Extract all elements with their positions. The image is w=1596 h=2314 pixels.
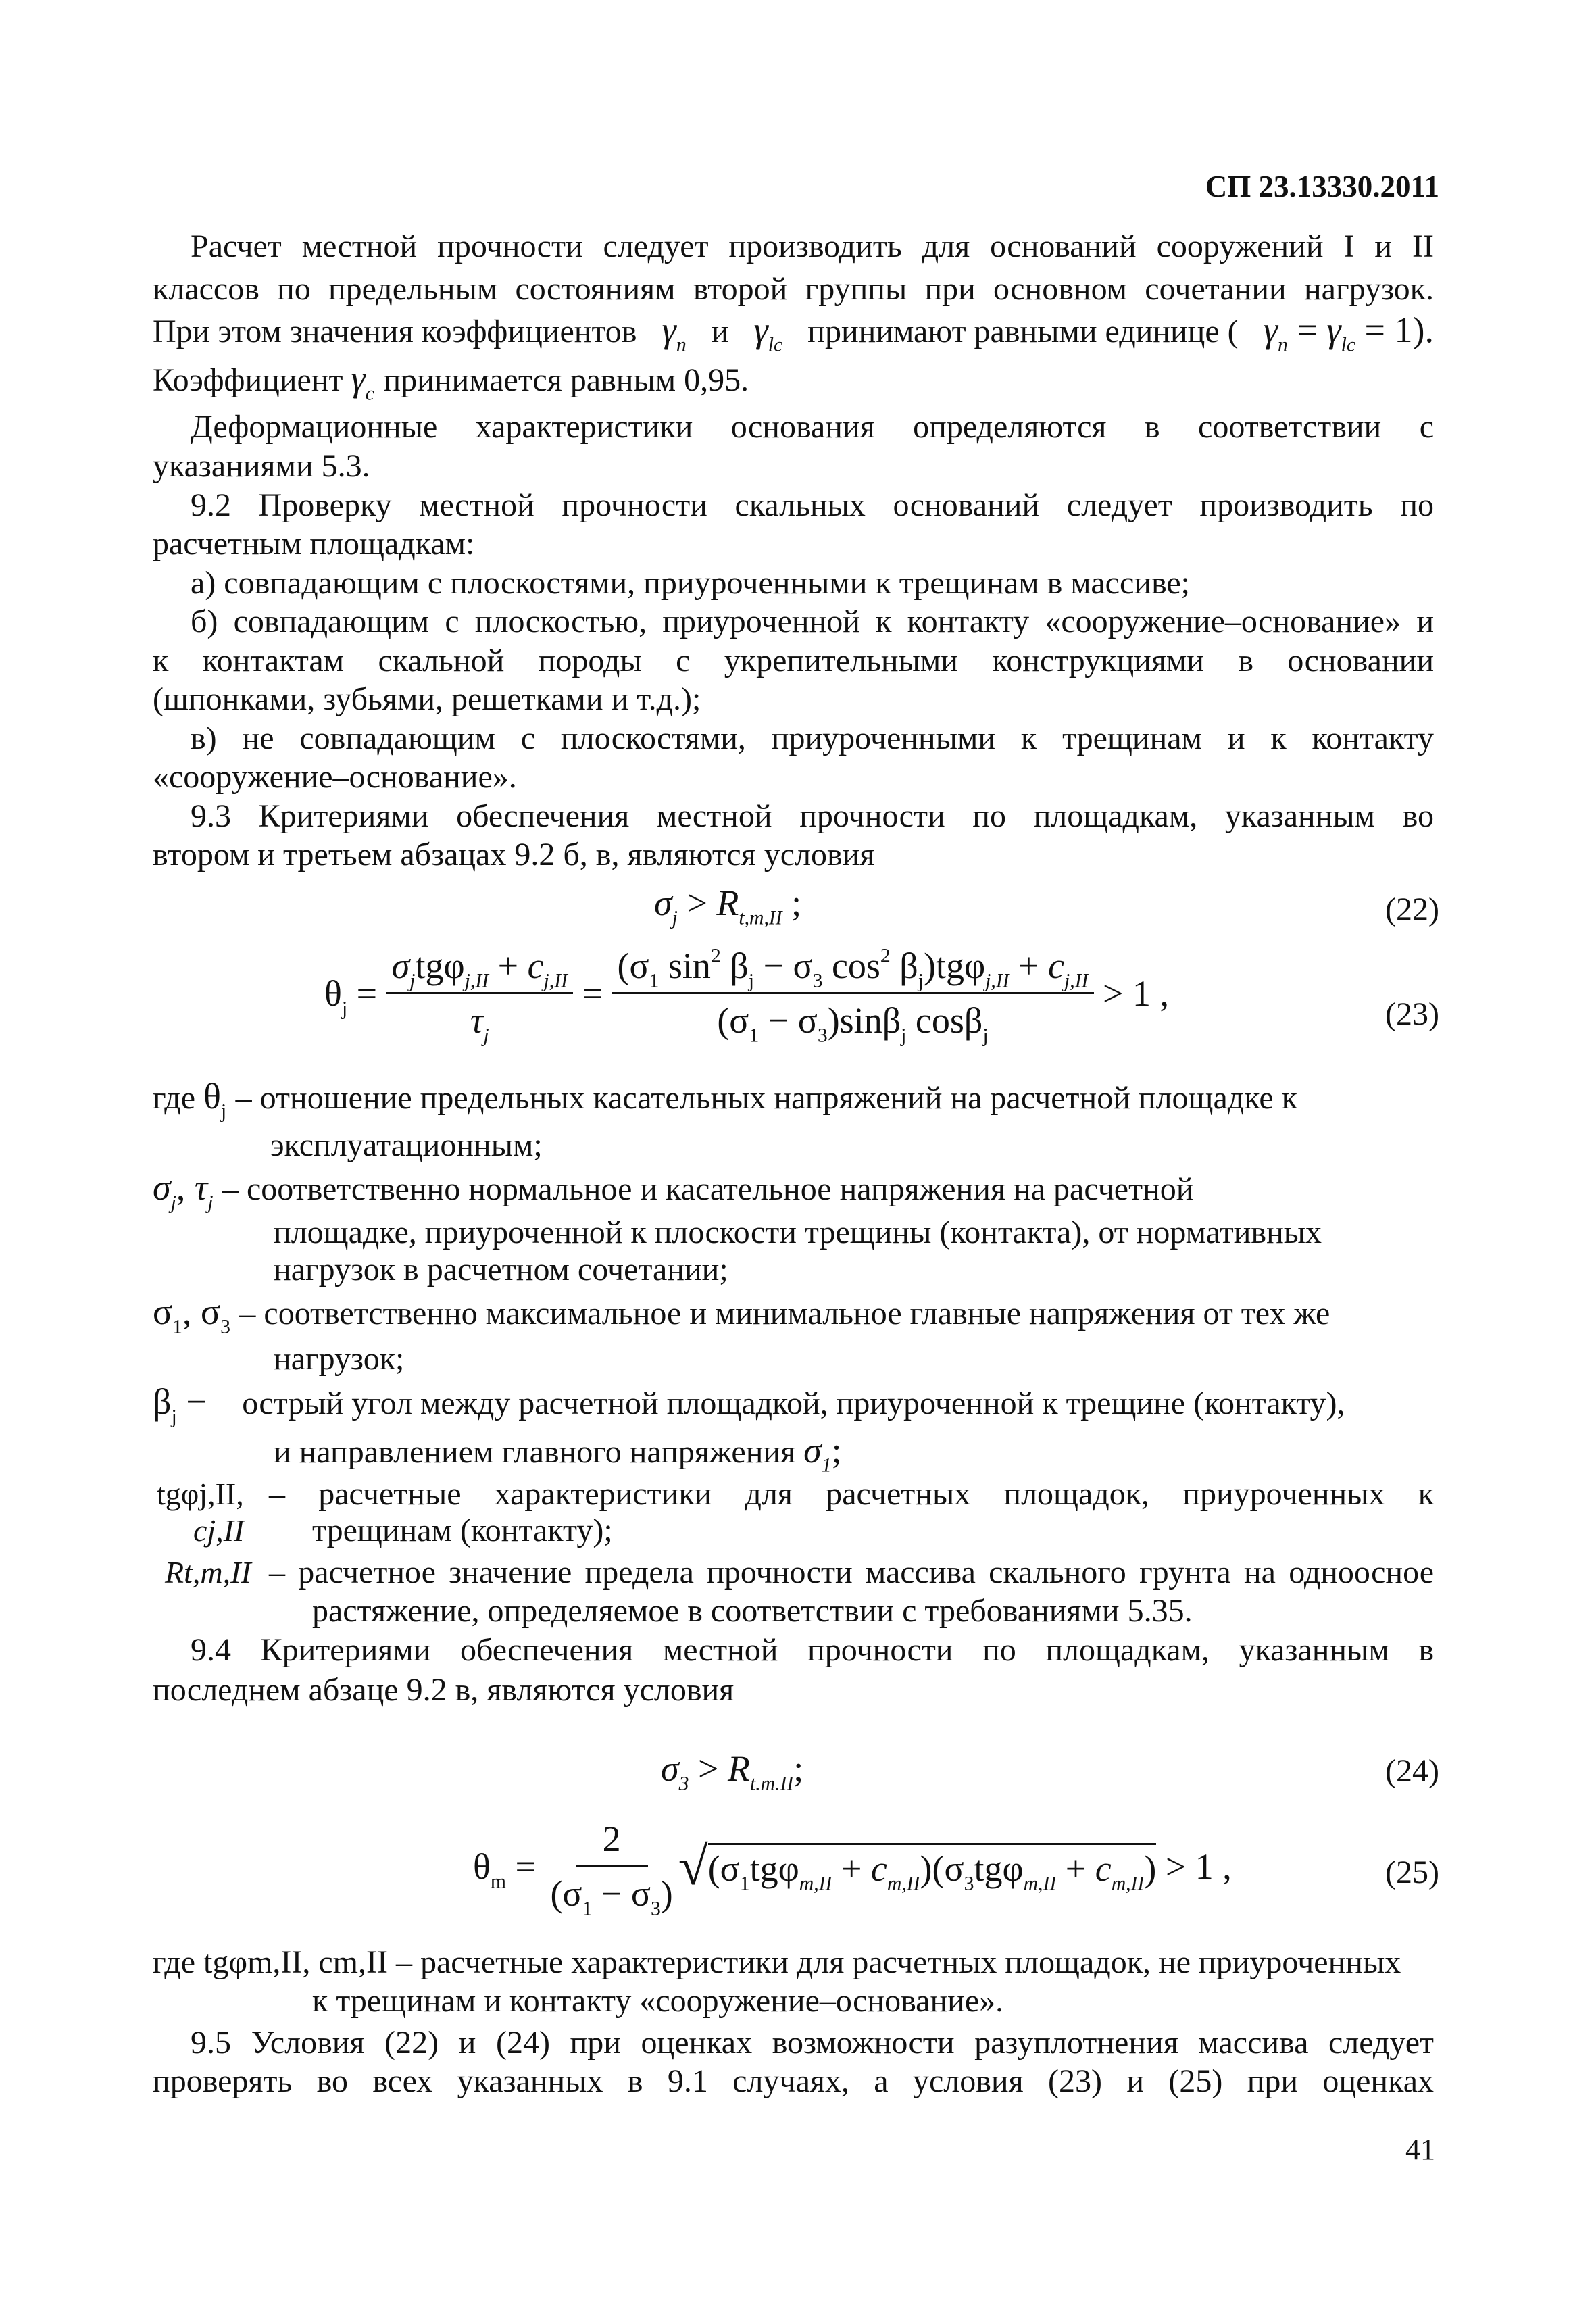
s92-item-v-2: «сооружение–основание». — [153, 759, 517, 795]
def-beta-text: острый угол между расчетной площадкой, приуроченной к трещине (контакту), — [242, 1385, 1345, 1421]
def-theta-text: – отношение предельных касательных напряжений на расчетной площадке к — [235, 1080, 1297, 1116]
def-s13-line-2: нагрузок; — [274, 1341, 405, 1377]
s92-item-a: а) совпадающим с плоскостями, приуроченными к трещинам в массиве; — [191, 565, 1190, 601]
def-r-line-2: растяжение, определяемое в соответствии с требованиями 5.35. — [312, 1593, 1193, 1629]
def-tg-line-1: – расчетные характеристики для расчетных площадок, приуроченных к — [269, 1476, 1434, 1512]
def-theta-line-1 — [153, 1076, 1297, 1123]
s94-line-1: 9.4 Критериями обеспечения местной прочности по площадкам, указанным в — [191, 1632, 1434, 1668]
s92-line-1: 9.2 Проверку местной прочности скальных оснований следует производить по — [191, 487, 1434, 523]
intro-line-2: классов по предельным состояниям второй группы при основном сочетании нагрузок. — [153, 271, 1434, 307]
def-tg-line-2: трещинам (контакту); — [312, 1512, 613, 1548]
intro-line-5: Деформационные характеристики основания определяются в соответствии с — [191, 409, 1434, 445]
gamma-c-symbol: $\gamma_c$ — [351, 358, 374, 405]
intro-line-4b: принимается равным 0,95. — [383, 362, 749, 398]
def-s13-text: – соответственно максимальное и минимальное главные напряжения от тех же — [239, 1296, 1330, 1331]
equation-25: $\theta_m$ = $\frac{2}{(\sigma_1 - \sigma_3)}$ √ $(\sigma_1tg\varphi_{m,II} + c_{m,II})(\sigma_3tg\varphi_{m,II} + c_{m,II})$ > 1 , — [473, 1819, 1232, 1920]
document-code: СП 23.13330.2011 — [1205, 170, 1439, 203]
after25-line-1: где tgφm,II, cm,II – расчетные характеристики для расчетных площадок, не приуроченных — [153, 1944, 1401, 1980]
intro-line-3c: принимают равными единице ( — [807, 314, 1239, 349]
equation-number-22: (22) — [1385, 891, 1439, 927]
s94-line-2: последнем абзаце 9.2 в, являются условия — [153, 1672, 734, 1708]
def-sigma-text: – соответственно нормальное и касательное напряжения на расчетной — [222, 1171, 1194, 1207]
gamma-lc-symbol: $\gamma_{lc}$ — [753, 310, 783, 356]
s92-item-v-1: в) не совпадающим с плоскостями, приуроченными к трещинам и к контакту — [191, 720, 1434, 756]
def-beta-text-2: и направлением главного напряжения — [274, 1434, 796, 1470]
r-symbol: Rt,m,II — [165, 1555, 251, 1590]
equation-22: $\sigma_j > R_{t,m,II}$ ; — [654, 883, 802, 929]
beta-j-symbol: $\beta_j$ − — [153, 1381, 234, 1428]
def-beta-line-2 — [274, 1430, 842, 1477]
intro-line-3b: и — [711, 314, 729, 349]
s93-line-2: втором и третьем абзацах 9.2 б, в, являются условия — [153, 837, 875, 872]
tg-symbol: tgφj,II, — [157, 1477, 244, 1511]
s93-line-1: 9.3 Критериями обеспечения местной прочности по площадкам, указанным во — [191, 798, 1434, 834]
equation-23: $\theta_j$ = $\frac{\sigma_jtg\varphi_{j,II} + c_{j,II}}{\tau_j}$ = $\frac{(\sigma_1 \sin^2 \beta_j - \sigma_3 \cos^2 \beta_j)tg\varphi_{j,II} + c_{j,II}}{(\sigma_1 - \sigma_3)\sin\beta_j \cos\beta_j}$ > 1 , — [324, 945, 1169, 1047]
def-sigma-line-3: нагрузок в расчетном сочетании; — [274, 1252, 728, 1287]
intro-line-4a: Коэффициент — [153, 362, 343, 398]
intro-line-4 — [153, 358, 749, 405]
gamma-n-symbol: $\gamma_n$ — [662, 310, 687, 356]
def-where: где — [153, 1080, 196, 1116]
def-theta-line-2: эксплуатационным; — [270, 1127, 543, 1163]
def-r-line-1: – расчетное значение предела прочности массива скального грунта на одноосное — [269, 1554, 1434, 1590]
intro-line-3a: При этом значения коэффициентов — [153, 314, 637, 349]
equation-number-25: (25) — [1385, 1854, 1439, 1890]
sigma1-sigma3-symbols: $\sigma_1$, $\sigma_3$ — [153, 1291, 230, 1338]
sigma-1-symbol: $\sigma_1$; — [803, 1430, 842, 1477]
eq23-fraction-2: $\frac{(\sigma_1 \sin^2 \beta_j - \sigma_3 \cos^2 \beta_j)tg\varphi_{j,II} + c_{j,II}}{(\sigma_1 - \sigma_3)\sin\beta_j \cos\beta_j}$ — [612, 945, 1093, 1041]
c-symbol: cj,II — [193, 1513, 245, 1548]
after25-line-2: к трещинам и контакту «сооружение–основание». — [312, 1983, 1004, 2019]
theta-j-symbol: $\theta_j$ — [203, 1076, 227, 1123]
s92-line-2: расчетным площадкам: — [153, 526, 475, 562]
def-beta-line-1 — [153, 1381, 1345, 1428]
def-s13-line-1 — [153, 1291, 1330, 1338]
s92-item-b-2: к контактам скальной породы с укрепительными конструкциями в основании — [153, 643, 1434, 679]
intro-line-3 — [153, 310, 1434, 356]
eq23-fraction-1: $\frac{\sigma_jtg\varphi_{j,II} + c_{j,II}}{\tau_j}$ — [386, 945, 573, 1041]
s95-line-2: проверять во всех указанных в 9.1 случаях, а условия (23) и (25) при оценках — [153, 2063, 1434, 2099]
s95-line-1: 9.5 Условия (22) и (24) при оценках возможности разуплотнения массива следует — [191, 2025, 1434, 2061]
def-sigma-line-2: площадке, приуроченной к плоскости трещины (контакта), от нормативных — [274, 1214, 1322, 1250]
equation-number-24: (24) — [1385, 1753, 1439, 1789]
page-number: 41 — [1405, 2133, 1435, 2166]
sigma-tau-symbols: $\sigma_j$, $\tau_j$ — [153, 1167, 214, 1214]
equation-24: $\sigma_3 > R_{t.m.II}$; — [661, 1748, 804, 1795]
equation-number-23: (23) — [1385, 996, 1439, 1032]
s92-item-b-3: (шпонками, зубьями, решетками и т.д.); — [153, 681, 701, 717]
intro-line-1: Расчет местной прочности следует производить для оснований сооружений I и II — [191, 228, 1434, 264]
intro-line-6: указаниями 5.3. — [153, 448, 370, 484]
s92-item-b-1: б) совпадающим с плоскостью, приуроченной к контакту «сооружение–основание» и — [191, 604, 1434, 639]
def-sigma-line-1 — [153, 1167, 1194, 1214]
eq25-fraction: $\frac{2}{(\sigma_1 - \sigma_3)}$ — [550, 1819, 673, 1920]
gamma-equality: $\gamma_n = \gamma_{lc} = 1$). — [1263, 310, 1434, 356]
